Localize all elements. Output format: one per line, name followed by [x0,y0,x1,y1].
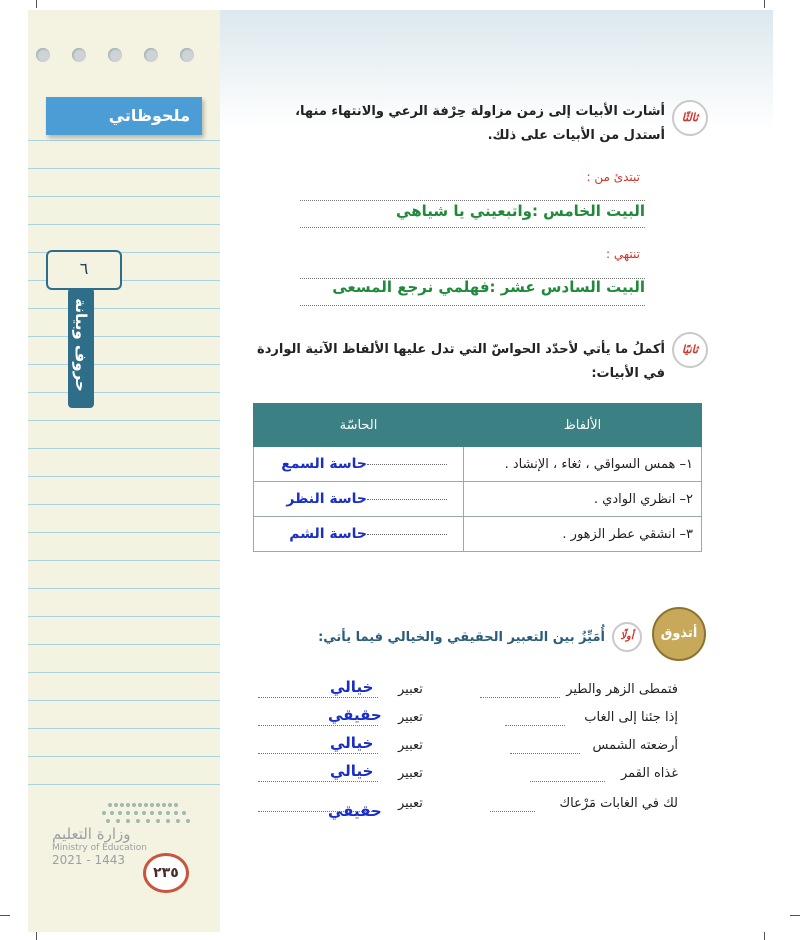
ruled-line [28,476,220,477]
expression-label: تعبير [398,796,423,811]
answer-line [530,781,605,782]
expression-answer: خيالي [330,762,374,780]
ruled-line [28,392,220,393]
ruled-line [28,560,220,561]
end-answer: البيت السادس عشر :فهلمي نرجع المسعى [332,278,645,296]
phrase: أرضعته الشمس [592,738,678,753]
expression-answer: حقيقي [328,706,382,724]
expression-label: تعبير [398,710,423,725]
ring-hole-icon [72,48,86,62]
ruled-line [28,728,220,729]
ruled-line [28,336,220,337]
crop-mark [36,932,37,940]
ruled-line [28,308,220,309]
ruled-line [28,140,220,141]
table-header: الحاسّة [254,404,464,447]
sense-answer: حاسة السمع [281,456,367,472]
ministry-brand [52,825,147,867]
end-hint: تنتهي : [606,247,640,261]
answer-line [300,227,645,228]
ring-hole-icon [108,48,122,62]
ministry-name-en: Ministry of Education [52,843,147,853]
expression-answer: خيالي [330,734,374,752]
ruled-line [28,224,220,225]
ministry-name-ar: وزارة التعليم [52,825,131,843]
ruled-line [28,196,220,197]
question-badge: ثالثًا [672,100,708,136]
ruled-line [28,616,220,617]
ruled-line [28,168,220,169]
notes-sidebar [28,10,220,932]
expression-answer: حقيقي [328,802,382,820]
question-badge: أولًا [612,622,642,652]
answer-line [258,781,378,782]
crop-mark [36,0,37,8]
ring-hole-icon [36,48,50,62]
question-badge: ثانيًا [672,332,708,368]
crop-mark [764,0,765,8]
ruled-line [28,644,220,645]
unit-number: ٦ [46,250,122,290]
sense-cell [254,482,464,517]
ruled-line [28,672,220,673]
question-prompt: أكملُ ما يأتي لأحدّد الحواسّ التي تدل عليها الألفاظ الآتية الواردة في الأبيات: [257,342,665,381]
expression-label: تعبير [398,766,423,781]
section-badge: أتذوق [652,607,706,661]
answer-line [490,811,535,812]
sense-answer: حاسة الشم [289,526,367,542]
answer-line [300,200,645,201]
answer-line [300,305,645,306]
question-prompt: أُمَيِّزُ بين التعبير الحقيقي والخيالي فيما يأتي: [318,630,605,645]
start-answer: البيت الخامس :واتبعيني يا شياهي [396,202,645,220]
ruled-line [28,364,220,365]
words-cell: ٢– انظري الوادي . [464,482,702,517]
ring-hole-icon [144,48,158,62]
answer-line [510,753,580,754]
ruled-line [28,532,220,533]
expression-label: تعبير [398,682,423,697]
expression-label: تعبير [398,738,423,753]
table-row [254,517,702,552]
sense-cell [254,447,464,482]
unit-title-tab [68,288,94,408]
senses-table [253,403,702,552]
ruled-line [28,700,220,701]
page-number: ٢٣٥ [143,853,189,893]
crop-mark [764,932,765,940]
phrase: إذا جئنا إلى الغاب [584,710,678,725]
year: 2021 - 1443 [52,853,126,867]
table-header: الألفاظ [464,404,702,447]
ruled-line [28,756,220,757]
answer-line [258,725,378,726]
ruled-line [28,504,220,505]
ruled-line [28,784,220,785]
answer-line [505,725,565,726]
ruled-line [28,448,220,449]
expression-answer: خيالي [330,678,374,696]
sense-answer: حاسة النظر [286,491,367,507]
answer-line [258,753,378,754]
crop-mark [790,915,800,916]
words-cell: ٣– انشقي عطر الزهور . [464,517,702,552]
answer-line [480,697,560,698]
notes-title: ملحوظاتي [46,97,202,135]
start-hint: تبتدئ من : [586,170,640,184]
table-row [254,447,702,482]
ruled-line [28,420,220,421]
table-row [254,482,702,517]
phrase: فتمطى الزهر والطير [566,682,678,697]
ruled-line [28,588,220,589]
ring-hole-icon [180,48,194,62]
crop-mark [0,915,10,916]
sense-cell [254,517,464,552]
question-prompt: أشارت الأبيات إلى زمن مزاولة حِرْفة الرعي والانتهاء منها، أستدل من الأبيات على ذلك. [295,104,665,143]
answer-line [258,697,378,698]
phrase: غذاه القمر [620,766,678,781]
phrase: لك في الغابات مَرْعاك [559,796,678,811]
words-cell: ١– همس السواقي ، ثغاء ، الإنشاد . [464,447,702,482]
unit-title: حروف وبيانة [72,298,90,392]
